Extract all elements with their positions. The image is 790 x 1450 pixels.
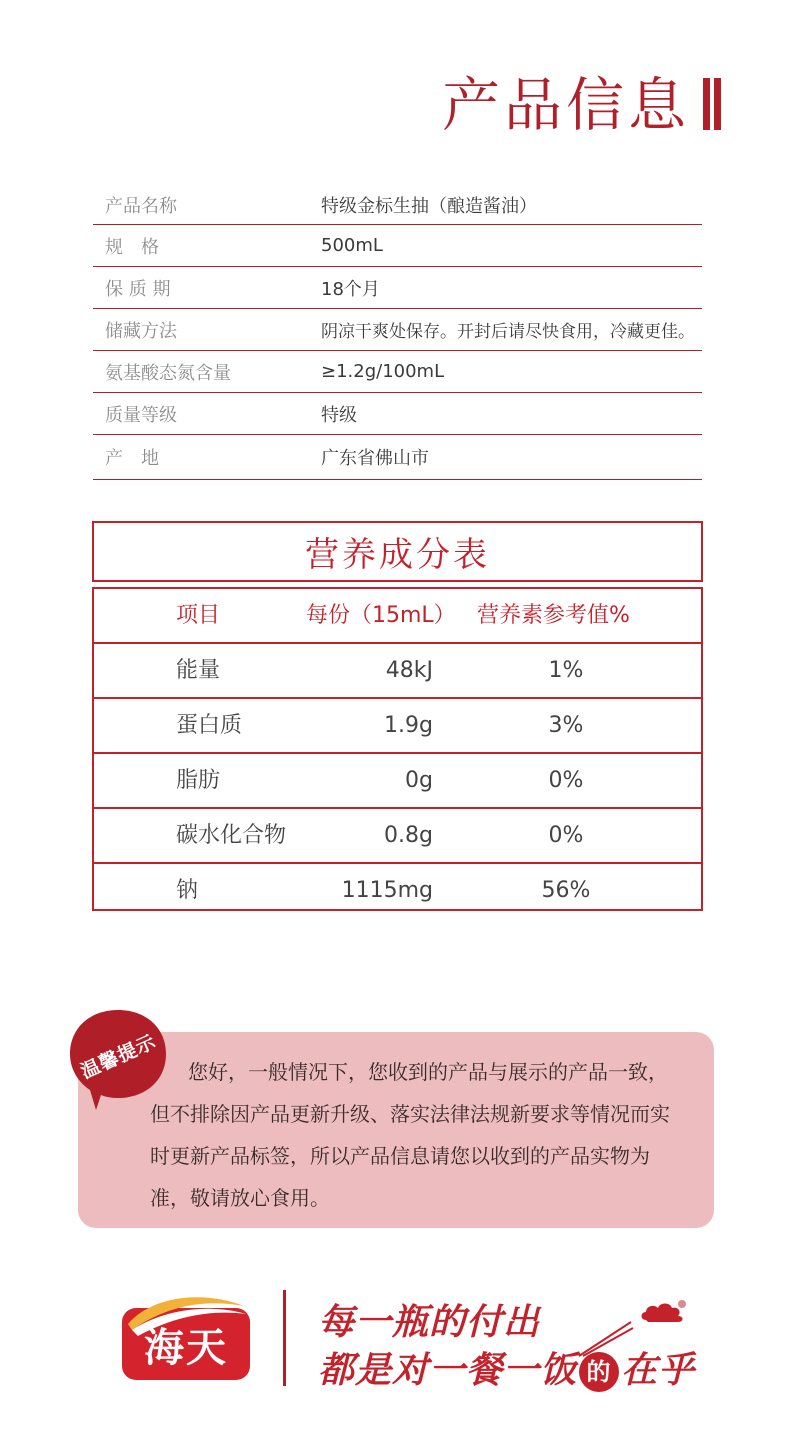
nutrition-title: 营养成分表 xyxy=(92,521,703,582)
info-value: 特级金标生抽（酿造酱油） xyxy=(321,196,537,217)
info-row xyxy=(93,393,702,435)
nutrition-table xyxy=(92,587,703,911)
info-row xyxy=(93,351,702,393)
logo-text: 海天 xyxy=(144,1325,228,1371)
info-row xyxy=(93,309,702,351)
nutrient-per-serving: 0.8g xyxy=(384,823,433,848)
info-value: 广东省佛山市 xyxy=(321,448,429,469)
chopsticks-icon xyxy=(575,1318,635,1358)
nutrient-name: 脂肪 xyxy=(176,768,221,793)
info-value: 特级 xyxy=(321,404,357,426)
table-row xyxy=(94,864,701,917)
info-row xyxy=(93,225,702,267)
product-info-table xyxy=(93,186,702,480)
nutrient-per-serving: 1115mg xyxy=(341,878,433,903)
table-row xyxy=(94,809,701,864)
page-title: 产品信息 xyxy=(441,71,690,139)
tip-text: 您好，一般情况下，您收到的产品与展示的产品一致，但不排除因产品更新升级、落实法律法规新要求等情况而实时更新产品标签，所以产品信息请您以收到的产品实物为准，敬请放心食用。 xyxy=(150,1060,670,1210)
info-row xyxy=(93,435,702,480)
nutrient-per-serving: 1.9g xyxy=(384,713,433,738)
info-label: 规 格 xyxy=(105,236,159,258)
slogan-part-a: 都是对一餐一饭 xyxy=(318,1350,578,1391)
info-value: ≥1.2g/100mL xyxy=(321,361,445,382)
nutrient-name: 能量 xyxy=(176,658,221,683)
info-label: 储藏方法 xyxy=(105,320,177,342)
header-item: 项目 xyxy=(176,603,221,628)
info-value: 500mL xyxy=(321,235,383,256)
nutrient-name: 蛋白质 xyxy=(176,713,243,738)
nutrition-header-row xyxy=(94,589,701,644)
info-row xyxy=(93,267,702,309)
table-row xyxy=(94,754,701,809)
info-value: 18个月 xyxy=(321,278,380,300)
title-accent-bar xyxy=(703,78,710,130)
nutrient-name: 钠 xyxy=(176,878,199,903)
nutrient-name: 碳水化合物 xyxy=(176,823,287,848)
nutrient-nrv: 0% xyxy=(548,768,584,793)
footer-divider xyxy=(283,1290,286,1386)
nutrient-nrv: 1% xyxy=(548,658,584,683)
nutrient-nrv: 3% xyxy=(548,713,584,738)
info-label: 氨基酸态氮含量 xyxy=(105,362,231,384)
table-row xyxy=(94,644,701,699)
tip-badge: 温馨提示 xyxy=(77,1030,160,1084)
slogan-circle-char: 的 xyxy=(579,1352,619,1392)
nutrient-per-serving: 0g xyxy=(405,768,433,793)
title-accent-bar xyxy=(714,78,721,130)
slogan-part-b: 在乎 xyxy=(621,1350,696,1391)
info-value: 阴凉干爽处保存。开封后请尽快食用，冷藏更佳。 xyxy=(321,322,695,342)
nutrient-nrv: 0% xyxy=(548,823,584,848)
nutrient-per-serving: 48kJ xyxy=(385,658,433,683)
info-label: 质量等级 xyxy=(105,404,177,426)
cloud-icon xyxy=(640,1298,688,1324)
table-row xyxy=(94,699,701,754)
header-nrv: 营养素参考值% xyxy=(477,603,630,628)
info-label: 保 质 期 xyxy=(105,278,171,300)
slogan-line-1: 每一瓶的付出 xyxy=(318,1302,541,1343)
tip-box xyxy=(78,1032,714,1228)
info-label: 产 地 xyxy=(105,448,159,469)
slogan-line-2 xyxy=(318,1342,695,1393)
header-per-serving: 每份（15mL） xyxy=(306,603,456,628)
info-label: 产品名称 xyxy=(105,196,177,217)
nutrient-nrv: 56% xyxy=(541,878,591,903)
info-row xyxy=(93,186,702,225)
